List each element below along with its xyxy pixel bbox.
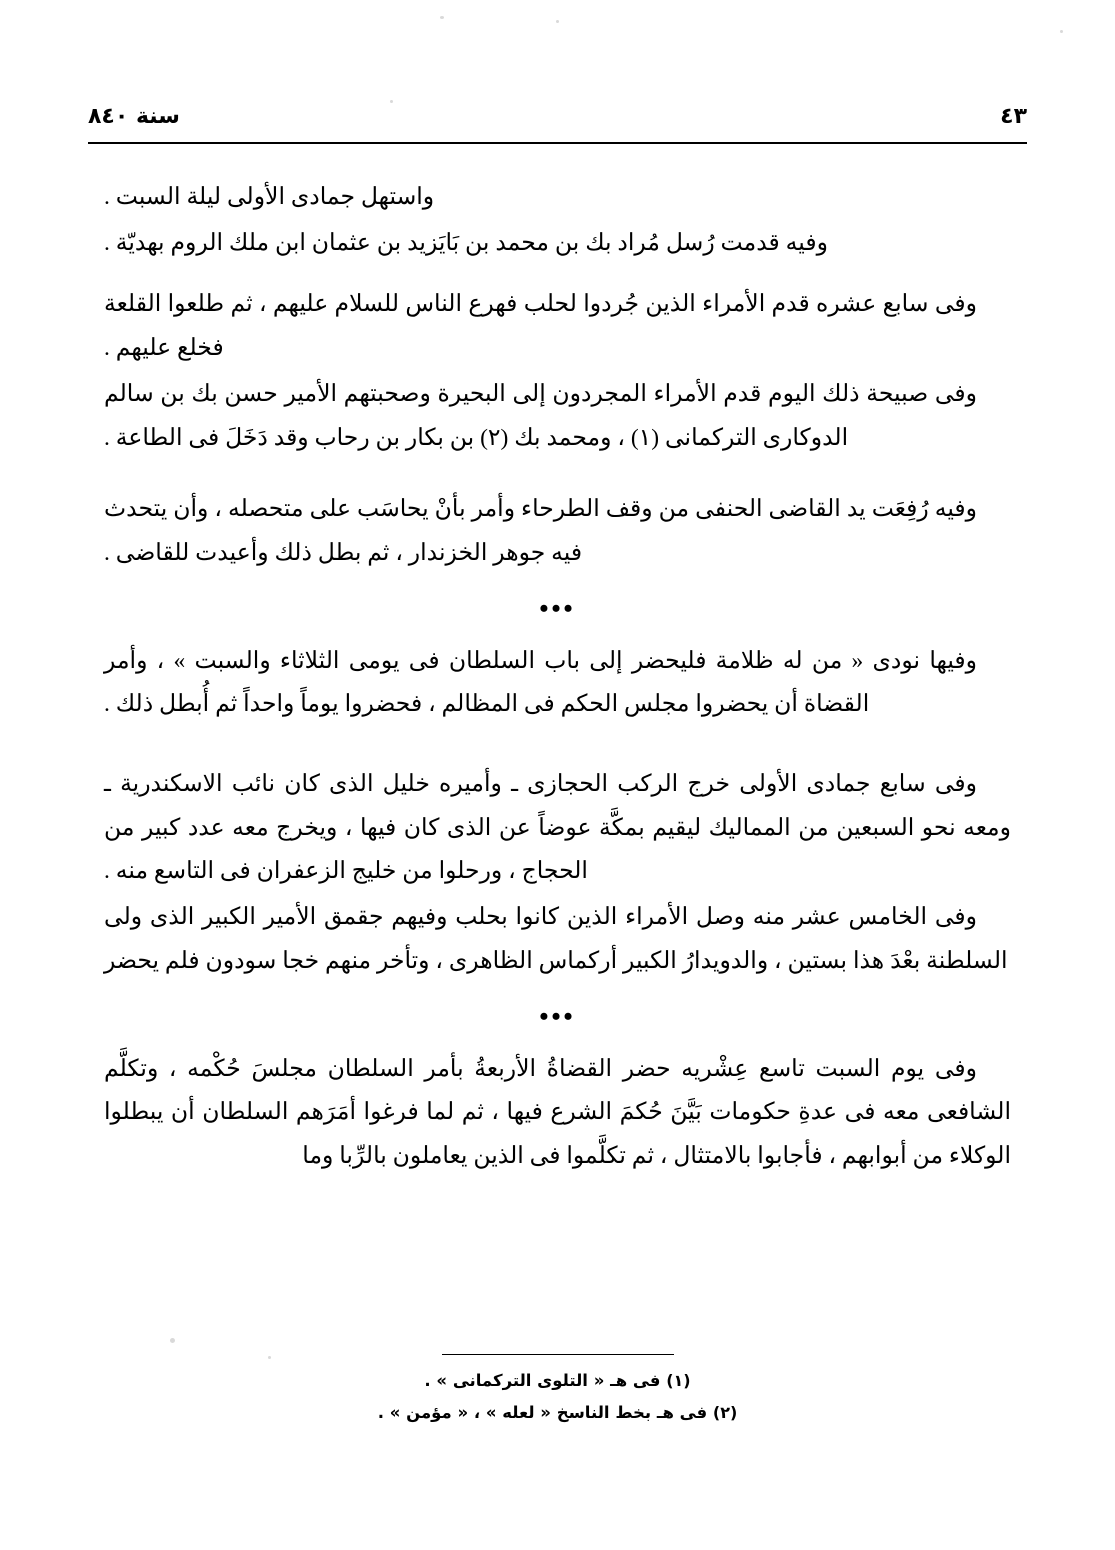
body-paragraph: وفى سابع عشره قدم الأمراء الذين جُردوا لحلب فهرع الناس للسلام عليهم ، ثم طلعوا القلعة فخلع عليهم .: [104, 291, 977, 362]
footnote-text: فى هـ « التلوى التركمانى » .: [424, 1371, 661, 1391]
header-rule: [88, 142, 1027, 144]
footnote-marker: (٢): [712, 1402, 738, 1422]
body-paragraph: وفى يوم السبت تاسع عِشْريه حضر القضاةُ الأربعةُ بأمر السلطان مجلسَ حُكْمه ، وتكلَّم الشافعى معه فى عدةِ حكومات بَيَّنَ حُكمَ الشرع فيها ، ثم لما فرغوا أمَرَهم السلطان أن يبطلوا الوكلاء من أبوابهم ، فأجابوا بالامتثال ، ثم تكلَّموا فى الذين يعاملون بالرِّبا وما: [104, 1055, 1011, 1169]
body-paragraph: وفيها نودى « من له ظلامة فليحضر إلى باب السلطان فى يومى الثلاثاء والسبت » ، وأمر القضاة أن يحضروا مجلس الحكم فى المظالم ، فحضروا يوماً واحداً ثم أُبطل ذلك .: [104, 647, 977, 718]
page-header: [88, 104, 1027, 150]
scan-speckle: [390, 100, 393, 103]
scan-speckle: [170, 1338, 175, 1343]
body-paragraph: واستهل جمادى الأولى ليلة السبت .: [104, 184, 435, 210]
body-paragraph: وفى سابع جمادى الأولى خرج الركب الحجازى ـ وأميره خليل الذى كان نائب الاسكندرية ـ ومعه نحو السبعين من المماليك ليقيم بمكَّة عوضاً عن الذى كان فيها ، ويخرج معه عدد كبير من الحجاج ، ورحلوا من خليج الزعفران فى التاسع منه .: [104, 771, 1011, 885]
footnote-item: [104, 1365, 1011, 1396]
scan-speckle: [1060, 30, 1063, 33]
running-head-year: سنة ٨٤٠: [88, 104, 180, 129]
body-paragraph: وفيه رُفِعَت يد القاضى الحنفى من وقف الطرحاء وأمر بأنْ يحاسَب على متحصله ، وأن يتحدث فيه جوهر الخزندار ، ثم بطل ذلك وأعيدت للقاضى .: [104, 496, 977, 566]
section-separator: •••: [539, 1001, 576, 1031]
body-paragraph: وفى الخامس عشر منه وصل الأمراء الذين كانوا بحلب وفيهم جقمق الأمير الكبير الذى ولى السلطنة بعْدَ هذا بستين ، والدويدارُ الكبير أركماس الظاهرى ، وتأخر منهم خجا سودون فلم يحضر: [104, 904, 1008, 974]
body-paragraph: وفيه قدمت رُسل مُراد بك بن محمد بن بَايَزيد بن عثمان ابن ملك الروم بهديّة .: [104, 229, 828, 256]
page-body: [104, 176, 1011, 1181]
scan-speckle: [440, 16, 444, 19]
footnote-rule: [442, 1354, 674, 1355]
footnote-marker: (١): [666, 1371, 691, 1391]
footnote-text: فى هـ بخط الناسخ « لعله » ، « مؤمن » .: [377, 1402, 708, 1422]
scan-speckle: [556, 20, 559, 23]
footnote-item: [104, 1397, 1011, 1428]
section-separator: •••: [539, 593, 576, 623]
body-paragraph: وفى صبيحة ذلك اليوم قدم الأمراء المجردون إلى البحيرة وصحبتهم الأمير حسن بك بن سالم الدوكارى التركمانى (١) ، ومحمد بك (٢) بن بكار بن رحاب وقد دَخَلَ فى الطاعة .: [104, 380, 977, 451]
footnote-area: [104, 1354, 1011, 1428]
page-number: ٤٣: [1000, 104, 1027, 129]
